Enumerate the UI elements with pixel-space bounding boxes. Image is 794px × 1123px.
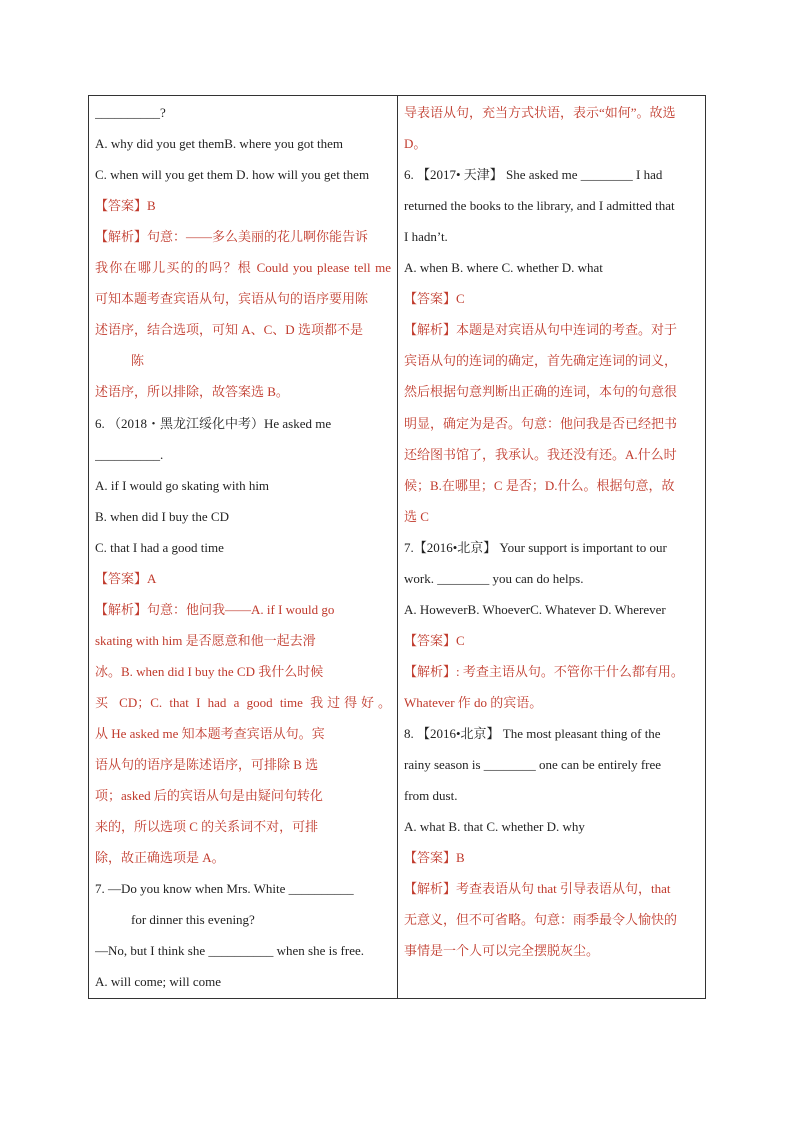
left-text-line: __________?	[95, 105, 166, 120]
right-text-line: 导表语从句，充当方式状语，表示“如何”。故选	[404, 105, 676, 120]
left-text-line: 【解析】句意：——多么美丽的花儿啊你能告诉	[95, 229, 369, 245]
left-text-line: 述语序，所以排除，故答案选 B。	[95, 384, 289, 400]
left-text-line: C. that I had a good time	[95, 539, 224, 555]
left-text-line: 我你在哪儿买的的吗？根 Could you please tell me	[95, 260, 391, 276]
left-text-line: C. when will you get them D. how will you get them	[95, 167, 370, 183]
right-text-line: work. ________ you can do helps.	[404, 570, 584, 586]
left-text-line: A. if I would go skating with him	[95, 477, 270, 493]
right-text-line: 【答案】C	[404, 632, 465, 648]
left-text-line: 【解析】句意：他问我——A. if I would go	[95, 601, 335, 617]
left-text-line: 述语序，结合选项，可知 A、C、D 选项都不是	[95, 322, 363, 338]
left-text-line: 从 He asked me 知本题考查宾语从句。宾	[95, 726, 325, 741]
right-text-line: 然后根据句意判断出正确的连词，本句的句意很	[404, 384, 678, 400]
left-text-line: 7. —Do you know when Mrs. White __________	[95, 881, 354, 897]
right-text-line: rainy season is ________ one can be entirely free	[404, 757, 662, 773]
left-text-line: A. why did you get themB. where you got them	[95, 136, 344, 152]
right-text-line: 8. 【2016•北京】 The most pleasant thing of the	[404, 726, 661, 741]
right-text-line: I hadn’t.	[404, 229, 448, 245]
right-text-line: 【解析】本题是对宾语从句中连词的考查。对于	[404, 322, 678, 338]
left-text-line: 冰。B. when did I buy the CD 我什么时候	[95, 663, 324, 679]
right-text-line: from dust.	[404, 788, 458, 804]
left-text-line: 【答案】B	[95, 198, 156, 214]
left-text-line: 除，故正确选项是 A。	[95, 850, 225, 866]
right-text-line: 6. 【2017• 天津】 She asked me ________ I had	[404, 167, 663, 183]
right-text-line: A. when B. where C. whether D. what	[404, 260, 603, 276]
right-text-line: 【解析】考查表语从句 that 引导表语从句，that	[404, 881, 671, 897]
right-text-line: 【解析】: 考查主语从句。不管你干什么都有用。	[404, 663, 684, 679]
right-text-line: A. what B. that C. whether D. why	[404, 819, 585, 835]
left-text-line: skating with him 是否愿意和他一起去滑	[95, 632, 316, 648]
right-text-line: returned the books to the library, and I admitted that	[404, 198, 675, 214]
left-text-line: 项；asked 后的宾语从句是由疑问句转化	[95, 788, 323, 804]
right-text-line: 事情是一个人可以完全摆脱灰尘。	[404, 943, 600, 959]
left-text-line: 6. （2018・黑龙江绥化中考）He asked me	[95, 415, 332, 431]
right-text-line: 明显，确定为是否。句意：他问我是否已经把书	[404, 415, 678, 431]
left-text-line: A. will come; will come	[95, 974, 222, 990]
left-text-line: 买 CD；C. that I had a good time 我过得好。	[95, 694, 391, 710]
right-text-line: 7.【2016•北京】 Your support is important to our	[404, 539, 667, 555]
left-text-line: 可知本题考查宾语从句，宾语从句的语序要用陈	[95, 291, 369, 307]
right-text-line: 候；B.在哪里；C 是否；D.什么。根据句意，故	[404, 477, 675, 493]
left-text-line: —No, but I think she __________ when she is free.	[95, 943, 364, 959]
right-text-line: 【答案】C	[404, 291, 465, 307]
right-text-line: Whatever 作 do 的宾语。	[404, 694, 543, 710]
right-text-line: 宾语从句的连词的确定，首先确定连词的词义，	[404, 353, 678, 369]
left-text-line: 语从句的语序是陈述语序，可排除 B 选	[95, 757, 319, 773]
right-text-line: A. HoweverB. WhoeverC. Whatever D. Wherever	[404, 601, 666, 617]
right-text-line: 还给图书馆了，我承认。我还没有还。A.什么时	[404, 446, 677, 462]
left-text-line: for dinner this evening?	[131, 912, 255, 928]
left-text-line: 来的，所以选项 C 的关系词不对，可排	[95, 819, 319, 835]
left-text-line: 陈	[131, 353, 145, 369]
right-text-line: 无意义，但不可省略。句意：雨季最令人愉快的	[404, 912, 678, 928]
left-text-line: __________.	[95, 446, 164, 462]
column-divider	[397, 96, 398, 998]
left-text-line: 【答案】A	[95, 570, 157, 586]
right-text-line: 选 C	[404, 508, 429, 524]
qa-table	[88, 95, 706, 999]
right-text-line: 【答案】B	[404, 850, 465, 866]
left-text-line: B. when did I buy the CD	[95, 508, 229, 524]
right-text-line: D。	[404, 136, 427, 152]
